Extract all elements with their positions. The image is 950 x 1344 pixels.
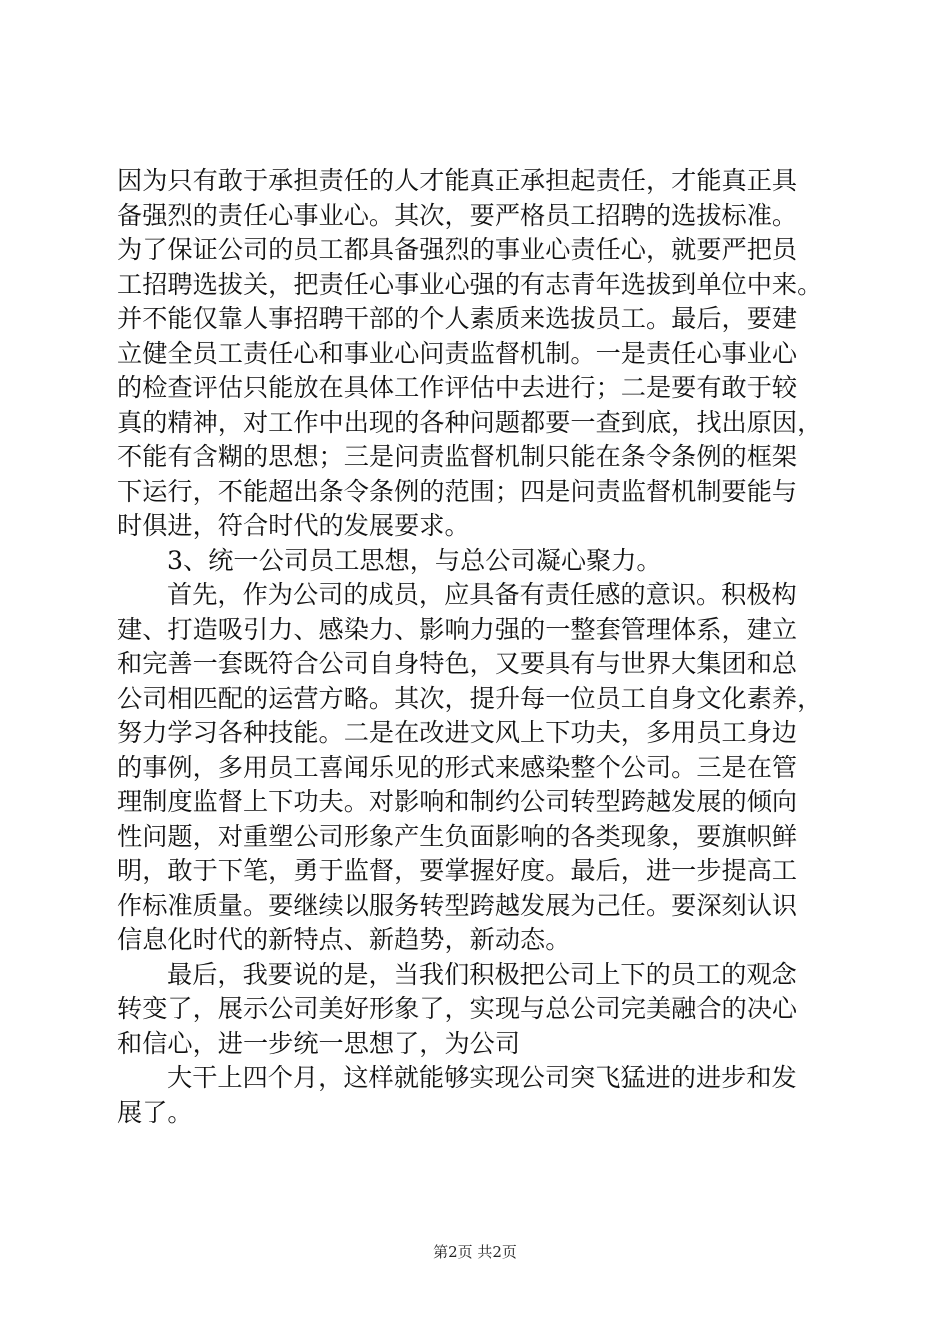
text-line: 大干上四个月，这样就能够实现公司突飞猛进的进步和发 [167, 1063, 797, 1092]
text-line: 不能有含糊的思想；三是问责监督机制只能在条令条例的框架 [117, 442, 798, 471]
text-line: 和完善一套既符合公司自身特色，又要具有与世界大集团和总 [117, 649, 798, 678]
text-line: 真的精神，对工作中出现的各种问题都要一查到底，找出原因， [117, 407, 823, 437]
text-line: 并不能仅靠人事招聘干部的个人素质来选拔员工。最后，要建 [117, 304, 798, 333]
text-line: 建、打造吸引力、感染力、影响力强的一整套管理体系，建立 [117, 614, 798, 644]
text-line: 转变了，展示公司美好形象了，实现与总公司完美融合的决心 [117, 994, 798, 1023]
text-line: 展了。 [117, 1097, 193, 1127]
text-line: 的事例，多用员工喜闻乐见的形式来感染整个公司。三是在管 [117, 752, 798, 782]
text-line: 明，敢于下笔，勇于监督，要掌握好度。最后，进一步提高工 [117, 856, 798, 885]
text-line: 为了保证公司的员工都具备强烈的事业心责任心，就要严把员 [117, 235, 798, 264]
text-line: 备强烈的责任心事业心。其次，要严格员工招聘的选拔标准。 [117, 200, 798, 230]
text-line: 立健全员工责任心和事业心问责监督机制。一是责任心事业心 [117, 338, 798, 368]
text-line: 和信心，进一步统一思想了，为公司 [117, 1028, 520, 1058]
text-line: 作标准质量。要继续以服务转型跨越发展为己任。要深刻认识 [117, 890, 798, 920]
text-line: 公司相匹配的运营方略。其次，提升每一位员工自身文化素养， [117, 683, 823, 713]
text-line: 性问题，对重塑公司形象产生负面影响的各类现象，要旗帜鲜 [117, 821, 798, 851]
section-heading: 3、统一公司员工思想，与总公司凝心聚力。 [167, 545, 662, 575]
body-text [117, 164, 837, 1130]
text-line: 下运行，不能超出条令条例的范围；四是问责监督机制要能与 [117, 476, 798, 506]
text-line: 努力学习各种技能。二是在改进文风上下功夫，多用员工身边 [117, 718, 798, 747]
text-line: 工招聘选拔关，把责任心事业心强的有志青年选拔到单位中来。 [117, 269, 823, 299]
text-line: 首先，作为公司的成员，应具备有责任感的意识。积极构 [167, 580, 797, 609]
page-number-footer: 第2页 共2页 [433, 1243, 517, 1261]
text-line: 最后，我要说的是，当我们积极把公司上下的员工的观念 [167, 959, 797, 989]
text-line: 的检查评估只能放在具体工作评估中去进行；二是要有敢于较 [117, 373, 798, 402]
text-line: 时俱进，符合时代的发展要求。 [117, 511, 470, 540]
text-line: 因为只有敢于承担责任的人才能真正承担起责任，才能真正具 [117, 166, 798, 195]
text-line: 理制度监督上下功夫。对影响和制约公司转型跨越发展的倾向 [117, 787, 798, 816]
text-line: 信息化时代的新特点、新趋势，新动态。 [117, 925, 571, 954]
